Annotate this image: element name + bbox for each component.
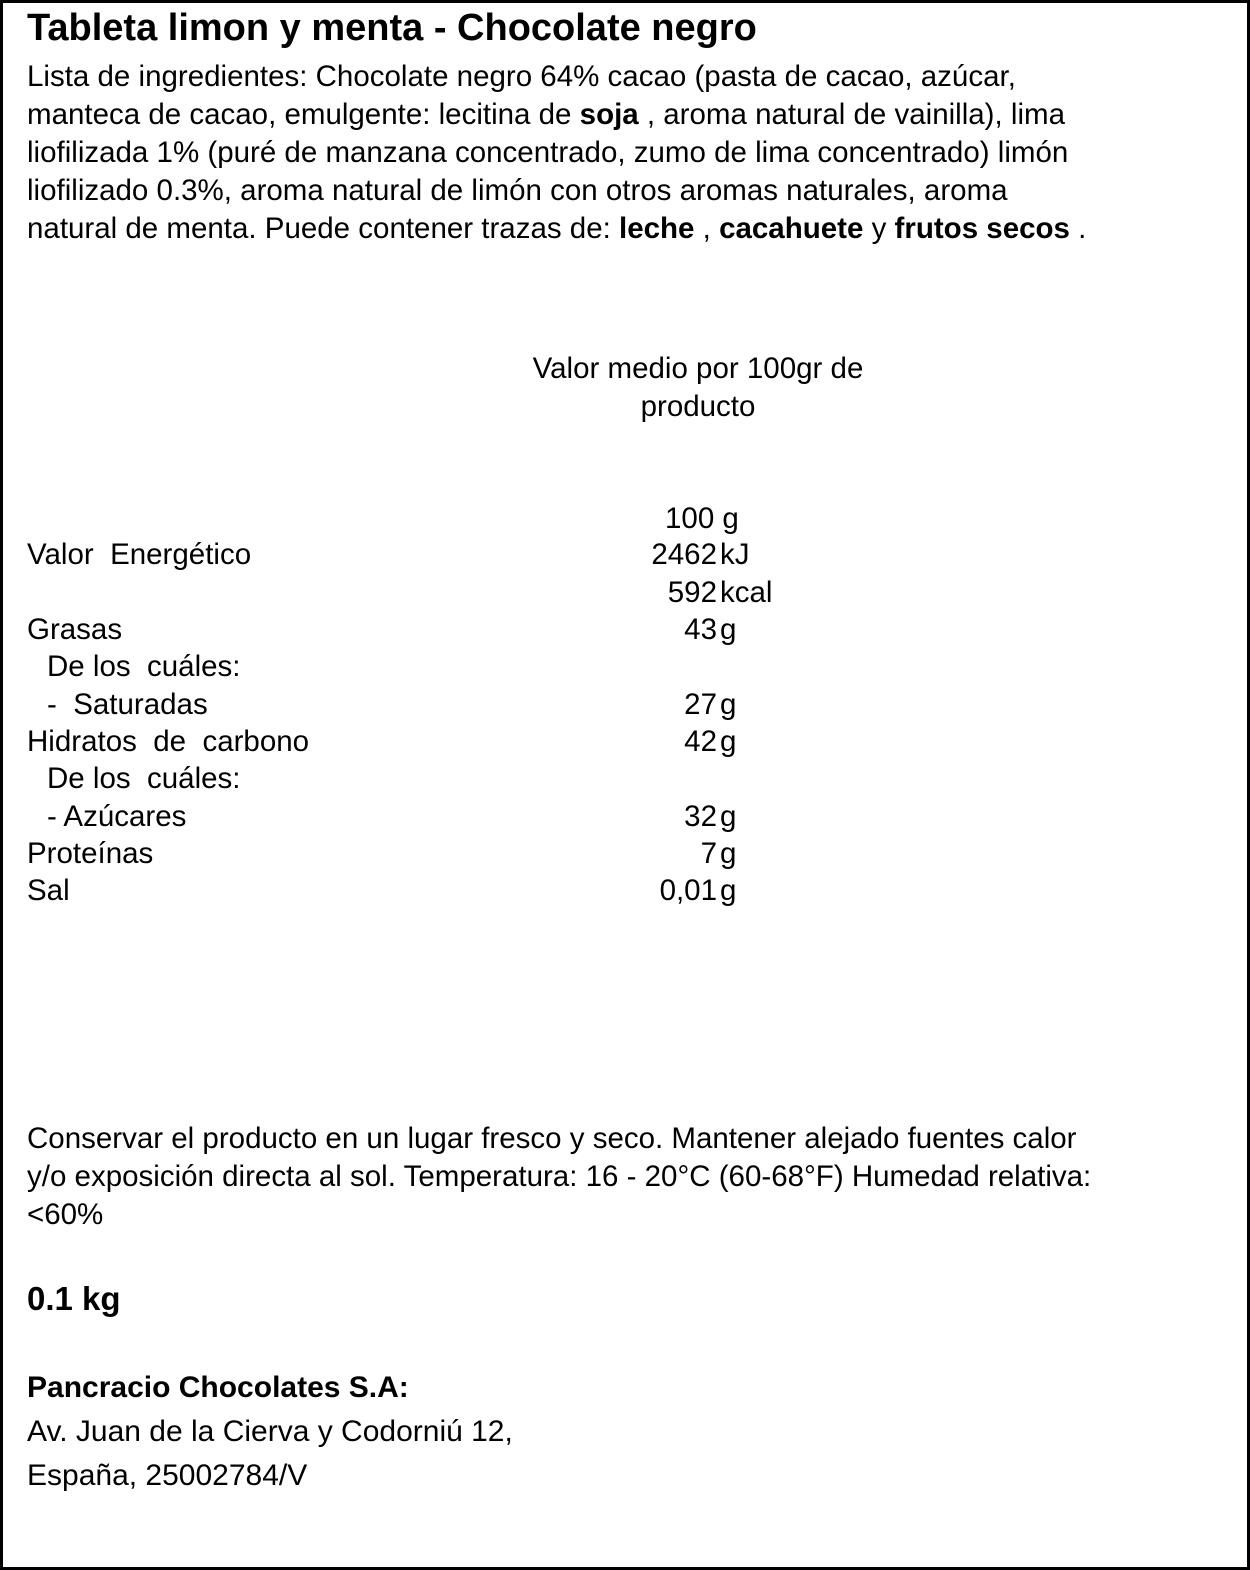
nutrient-value: 0,01 [659, 874, 717, 907]
storage-line: Conservar el producto en un lugar fresco y seco. Mantener alejado fuentes calor [27, 1122, 1077, 1155]
nutrient-value: 2462 [651, 538, 717, 571]
company-info [27, 1366, 513, 1498]
separator: , [694, 212, 720, 245]
nutrition-row [3, 686, 1247, 724]
ingredients-line: liofilizado 0.3%, aroma natural de limón con otros aromas naturales, aroma [27, 174, 1008, 207]
storage-line: y/o exposición directa al sol. Temperatura: 16 - 20°C (60-68°F) Humedad relativa: [27, 1160, 1092, 1193]
separator: y [863, 212, 895, 245]
ingredients-line: liofilizada 1% (puré de manzana concentrado, zumo de lima concentrado) limón [27, 136, 1069, 169]
allergen-cacahuete: cacahuete [719, 212, 864, 245]
allergen-soja: soja [579, 98, 639, 131]
nutrient-label: Sal [27, 874, 70, 907]
nutrient-unit: g [720, 874, 737, 907]
net-weight: 0.1 kg [27, 1280, 121, 1317]
product-title: Tableta limon y menta - Chocolate negro [27, 7, 757, 49]
nutrient-label: De los cuáles: [47, 650, 241, 683]
nutrient-label: - Azúcares [47, 800, 187, 833]
ingredients-text: , aroma natural de vainilla), lima [638, 98, 1065, 131]
nutrition-row [3, 798, 1247, 836]
nutrient-label: - Saturadas [47, 688, 208, 721]
nutrient-label: Proteínas [27, 837, 154, 870]
ingredients-line [27, 96, 1086, 134]
nutrient-value: 32 [684, 800, 717, 833]
nutrient-unit: g [720, 688, 737, 721]
nutrition-header-line: Valor medio por 100gr de [532, 352, 864, 385]
nutrition-row [3, 536, 1247, 574]
nutrient-unit: kJ [720, 538, 750, 571]
company-country-code: España, 25002784/V [27, 1459, 308, 1492]
storage-line: <60% [27, 1198, 104, 1231]
allergen-leche: leche [619, 212, 695, 245]
nutrient-value: 592 [667, 576, 717, 609]
company-name: Pancracio Chocolates S.A: [27, 1371, 409, 1404]
ingredients-line [27, 210, 1086, 248]
ingredients-text: manteca de cacao, emulgente: lecitina de [27, 98, 580, 131]
nutrient-unit: g [720, 725, 737, 758]
nutrition-row [3, 611, 1247, 649]
nutrient-value: 42 [684, 725, 717, 758]
nutrition-row [3, 648, 1247, 686]
nutrition-row [3, 835, 1247, 873]
nutrition-per-label: 100 g [665, 502, 739, 535]
separator: . [1069, 212, 1087, 245]
nutrient-label: Valor Energético [27, 538, 252, 571]
nutrition-header [458, 350, 938, 426]
company-address: Av. Juan de la Cierva y Codorniú 12, [27, 1415, 513, 1448]
storage-instructions [27, 1120, 1091, 1234]
nutrient-unit: g [720, 613, 737, 646]
nutrition-header-line: producto [640, 390, 756, 423]
ingredients-text: natural de menta. Puede contener trazas de: [27, 212, 620, 245]
nutrient-unit: g [720, 837, 737, 870]
nutrient-value: 27 [684, 688, 717, 721]
nutrition-row [3, 574, 1247, 612]
ingredients-line: Lista de ingredientes: Chocolate negro 64% cacao (pasta de cacao, azúcar, [27, 60, 1016, 93]
nutrient-label: Hidratos de carbono [27, 725, 310, 758]
ingredients-list [27, 58, 1086, 248]
nutrition-row [3, 723, 1247, 761]
nutrition-row [3, 872, 1247, 910]
nutrient-value: 7 [700, 837, 717, 870]
nutrition-row [3, 760, 1247, 798]
nutrient-unit: kcal [720, 576, 773, 609]
nutrient-label: Grasas [27, 613, 123, 646]
nutrient-value: 43 [684, 613, 717, 646]
nutrient-label: De los cuáles: [47, 762, 241, 795]
nutrient-unit: g [720, 800, 737, 833]
allergen-frutos-secos: frutos secos [894, 212, 1070, 245]
